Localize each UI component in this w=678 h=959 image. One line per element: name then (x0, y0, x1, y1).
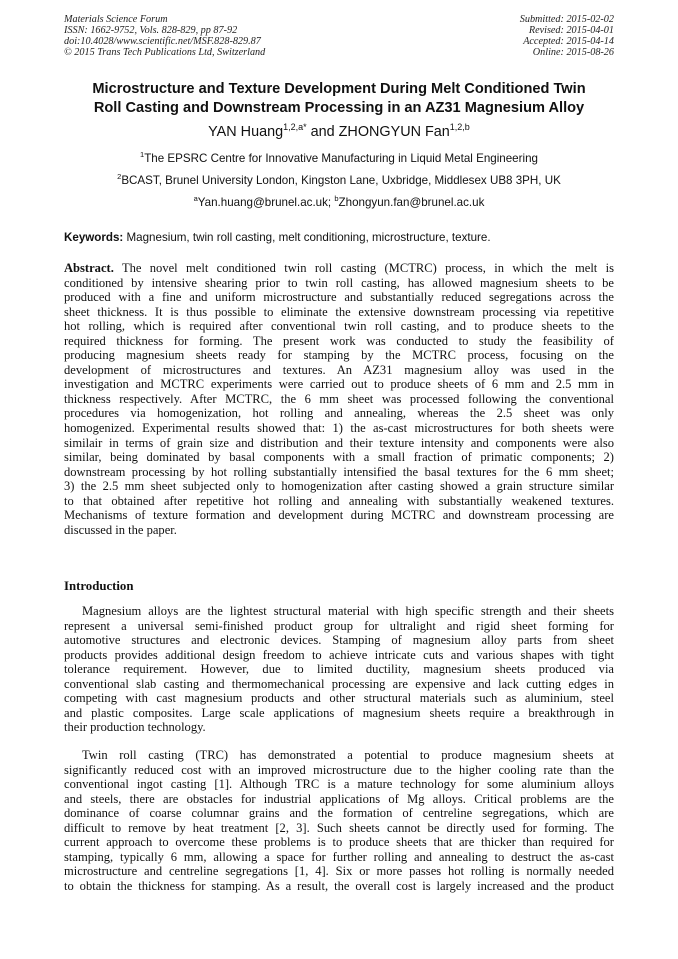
paragraph-line: difficult to remove by heat treatment [2, 3]. Such sheets cannot be directly used for forming. The (64, 820, 614, 835)
abstract-line (64, 261, 614, 276)
abstract-line: hot rolling, which is required after conventional twin roll casting, and to produce sheets to the (64, 319, 614, 334)
abstract-line: to that obtained after repetitive hot rolling and annealing with substantially weakened textures. (64, 493, 614, 508)
paper-title (56, 80, 622, 118)
abstract-line: produced with a fine and uniform microstructure and substantially reduced segregations across the (64, 290, 614, 305)
paragraph-line: conventional ingot casting [1]. Although TRC is a mature technology for some aluminium alloys (64, 777, 614, 792)
accepted-date: Accepted: 2015-04-14 (523, 36, 614, 47)
email-b-marker: b (334, 194, 339, 203)
keywords-text: Magnesium, twin roll casting, melt conditioning, microstructure, texture. (123, 231, 491, 244)
email-b[interactable]: Zhongyun.fan@brunel.ac.uk (338, 196, 485, 209)
paragraph-line: conventional slab casting and thermomechanical processing are expensive and lack cutting edges in (64, 676, 614, 691)
affiliation-1 (0, 152, 678, 166)
abstract-line: investigation and MCTRC experiments were carried out to produce sheets of 6 mm and 2.5 mm in (64, 377, 614, 392)
affiliation-2-marker: 2 (117, 172, 122, 181)
journal-doi: doi:10.4028/www.scientific.net/MSF.828-829.87 (64, 36, 261, 47)
title-line-2: Roll Casting and Downstream Processing in an AZ31 Magnesium Alloy (93, 100, 585, 116)
abstract-line: discussed in the paper. (64, 522, 177, 537)
abstract-line: thickness respectively. After MCTRC, the 6 mm sheet was processed following the conventional (64, 391, 614, 406)
abstract-line: conditioned by intensive shearing prior to twin roll casting, has allowed magnesium sheets to be (64, 275, 614, 290)
title-line-1: Microstructure and Texture Development During Melt Conditioned Twin (92, 81, 586, 97)
journal-copyright: © 2015 Trans Tech Publications Ltd, Switzerland (64, 47, 266, 58)
paragraph-line: dominance of coarse columnar grains and the formation of centreline segregations, which are (64, 806, 614, 821)
paragraph-line: Magnesium alloys are the lightest structural material with high specific strength and their sheets (82, 604, 614, 618)
submitted-date: Submitted: 2015-02-02 (519, 14, 614, 25)
paragraph-line: significantly reduced cost with an improved microstructure due to the higher cooling rate than the (64, 762, 614, 777)
author-list (0, 123, 678, 141)
abstract-line: development of microstructures and textures. An AZ31 magnesium alloy was used in the (64, 362, 614, 377)
abstract-line-text: The novel melt conditioned twin roll casting (MCTRC) process, in which the melt is (113, 261, 614, 275)
paragraph-line: represent a universal semi-finished product group for ultralight and rigid sheet forming for (64, 618, 614, 633)
introduction-heading: Introduction (64, 579, 134, 593)
affiliation-2-text: BCAST, Brunel University London, Kingston Lane, Uxbridge, Middlesex UB8 3PH, UK (121, 174, 561, 187)
author-conjunction: and (306, 124, 339, 140)
paragraph-line: to obtain the thickness for stamping. As a result, the overall cost is largely increased and the product (64, 878, 614, 893)
abstract (64, 261, 614, 537)
author-2-affil: 1,2,b (449, 122, 470, 132)
abstract-line: sheet thickness. It is thus possible to eliminate the extensive downstream processing via repetitive (64, 304, 614, 319)
abstract-line: required thickness for forming. The present work was conducted to study the feasibility of (64, 333, 614, 348)
abstract-line: similar, being dominated by basal components with a small fraction of primatic components; 2) (64, 450, 614, 465)
online-date: Online: 2015-08-26 (532, 47, 614, 58)
paragraph-line: and steels, there are obstacles for industrial applications of Mg alloys. Critical problems are the (64, 791, 614, 806)
paragraph-line: tolerance requirement. However, due to limited ductility, magnesium sheets produced via (64, 662, 614, 677)
paragraph-line: automotive structures and electronic devices. Stamping of magnesium alloy parts from sheet (64, 633, 614, 648)
journal-name: Materials Science Forum (64, 14, 168, 25)
introduction-paragraph-2 (64, 748, 614, 893)
keywords-label: Keywords: (64, 231, 124, 244)
paragraph-line: and plastic composites. Large scale applications of magnesium sheets require a breakthrough in (64, 705, 614, 720)
abstract-line: Mechanisms of texture formation and development during MCTRC and downstream processing are (64, 508, 614, 523)
keywords (64, 231, 624, 245)
paragraph-line: Twin roll casting (TRC) has demonstrated a potential to produce magnesium sheets at (82, 748, 614, 762)
abstract-line: similair in terms of grain size and distribution and their texture intensity and components were also (64, 435, 614, 450)
paragraph-line: competing with cast magnesium products and other structural materials such as aluminium, steel (64, 691, 614, 706)
email-a-marker: a (193, 194, 198, 203)
submission-dates (520, 14, 614, 58)
abstract-line: homogenized. Experimental results showed that: 1) the as-cast microstructures for both sheets were (64, 421, 614, 436)
author-emails (0, 196, 678, 210)
abstract-line: producing magnesium sheets ready for stamping by the MCTRC process, focusing on the (64, 348, 614, 363)
author-1-affil: 1,2,a* (283, 122, 307, 132)
journal-issn: ISSN: 1662-9752, Vols. 828-829, pp 87-92 (64, 25, 238, 36)
abstract-line: procedures via homogenization, hot rolling and annealing, whereas the 2.5 sheet was only (64, 406, 614, 421)
abstract-label: Abstract. (64, 261, 114, 275)
email-a[interactable]: Yan.huang@brunel.ac.uk; (197, 196, 335, 209)
introduction-paragraph-1 (64, 604, 614, 735)
paragraph-line: current approach to overcome these problems is to produce sheets that are thicker than required for (64, 835, 614, 850)
author-1: YAN Huang (208, 124, 284, 140)
paragraph-line: products provides additional design freedom to achieve intricate cuts and various shapes with tight (64, 647, 614, 662)
revised-date: Revised: 2015-04-01 (528, 25, 614, 36)
affiliation-1-text: The EPSRC Centre for Innovative Manufacturing in Liquid Metal Engineering (144, 152, 538, 165)
affiliation-1-marker: 1 (140, 150, 145, 159)
abstract-line: 3) the 2.5 mm sheet subjected only to homogenization after casting showed a grain structure similar (64, 479, 614, 494)
journal-info (64, 14, 265, 58)
paragraph-line: stamping, typically 6 mm, allowing a space for further rolling and annealing to destruct the as-cast (64, 849, 614, 864)
paragraph-line: their production technology. (64, 720, 206, 735)
abstract-line: downstream processing by hot rolling substantially intensified the basal textures for the 6 mm sheet; (64, 464, 614, 479)
author-2: ZHONGYUN Fan (338, 124, 450, 140)
paragraph-line: microstructure and centreline segregations [1, 4]. Six or more passes hot rolling is normally needed (64, 864, 614, 879)
affiliation-2 (0, 174, 678, 188)
